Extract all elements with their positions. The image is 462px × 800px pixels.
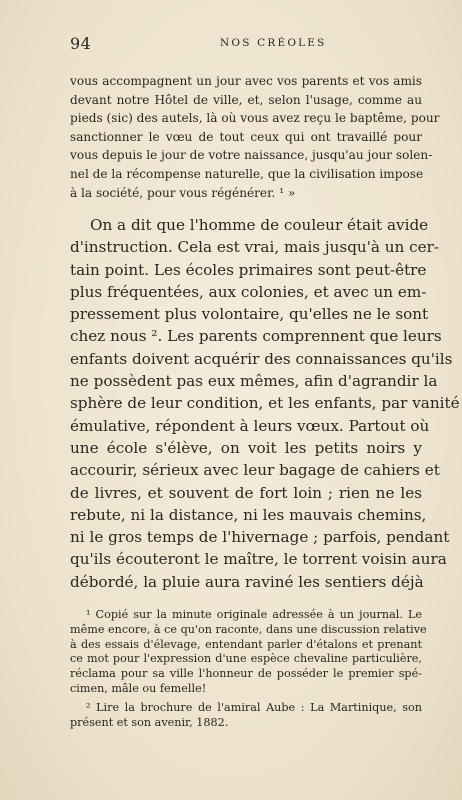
body-line: plus fréquentées, aux colonies, et avec un em- <box>70 282 427 301</box>
body-line: qu'ils écouteront le maître, le torrent voisin aura <box>70 550 447 569</box>
body-line: sphère de leur condition, et les enfants, par vanité <box>70 394 460 413</box>
body-line: chez nous ². Les parents comprennent que leurs <box>70 327 442 346</box>
running-title: NOS CRÉOLES <box>220 37 327 49</box>
quote-line: nel de la récompense naturelle, que la civilisation impose <box>70 166 424 181</box>
footnotes <box>70 608 427 730</box>
quote-line: pieds (sic) des autels, là où vous avez reçu le baptême, pour <box>70 111 440 126</box>
footnote-2 <box>70 701 422 731</box>
body-line: accourir, sérieux avec leur bagage de cahiers et <box>70 461 440 480</box>
page-header <box>70 34 422 54</box>
footnote-line: ² Lire la brochure de l'amiral Aube : La Martinique, son <box>86 700 422 714</box>
quote-line: vous accompagnent un jour avec vos parents et vos amis <box>70 74 422 88</box>
footnote-line: à des essais d'élevage, entendant parler d'étalons et prenant <box>70 637 422 651</box>
main-paragraph <box>70 214 460 593</box>
body-line: de livres, et souvent de fort loin ; rien ne les <box>70 483 422 502</box>
body-line: ni le gros temps de l'hivernage ; parfois, pendant <box>70 528 450 547</box>
quote-line: vous depuis le jour de votre naissance, jusqu'au jour solen- <box>70 148 433 163</box>
page-number: 94 <box>70 34 92 53</box>
footnote-line: présent et son avenir, 1882. <box>70 715 229 729</box>
quoted-letter <box>70 72 440 202</box>
footnote-line: même encore, à ce qu'on raconte, dans une discussion relative <box>70 622 427 636</box>
body-line: ne possèdent pas eux mêmes, afin d'agrandir la <box>70 372 438 391</box>
body-line: d'instruction. Cela est vrai, mais jusqu'à un cer- <box>70 238 440 257</box>
body-line: débordé, la pluie aura raviné les sentiers déjà <box>70 572 424 591</box>
body-line: enfants doivent acquérir des connaissances qu'ils <box>70 349 453 368</box>
quote-line: à la société, pour vous régénérer. ¹ » <box>70 185 296 200</box>
body-line: On a dit que l'homme de couleur était avide <box>90 216 429 234</box>
body-line: tain point. Les écoles primaires sont peut-être <box>70 260 427 279</box>
body-line: émulative, répondent à leurs vœux. Partout où <box>70 416 430 435</box>
body-line: pressement plus volontaire, qu'elles ne le sont <box>70 305 429 324</box>
body-line: une école s'élève, on voit les petits noirs y <box>70 438 422 457</box>
quote-line: devant notre Hôtel de ville, et, selon l'usage, comme au <box>70 92 422 107</box>
footnote-line: ce mot pour l'expression d'une espèce chevaline particulière, <box>70 652 422 666</box>
footnote-line: cimen, mâle ou femelle! <box>70 681 207 695</box>
footnote-line: ¹ Copié sur la minute originale adressée à un journal. Le <box>86 608 422 621</box>
footnote-line: réclama pour sa ville l'honneur de posséder le premier spé- <box>70 667 422 681</box>
footnote-1 <box>70 608 427 697</box>
body-line: rebute, ni la distance, ni les mauvais chemins, <box>70 505 427 524</box>
quote-line: sanctionner le vœu de tout ceux qui ont travaillé pour <box>70 129 422 144</box>
